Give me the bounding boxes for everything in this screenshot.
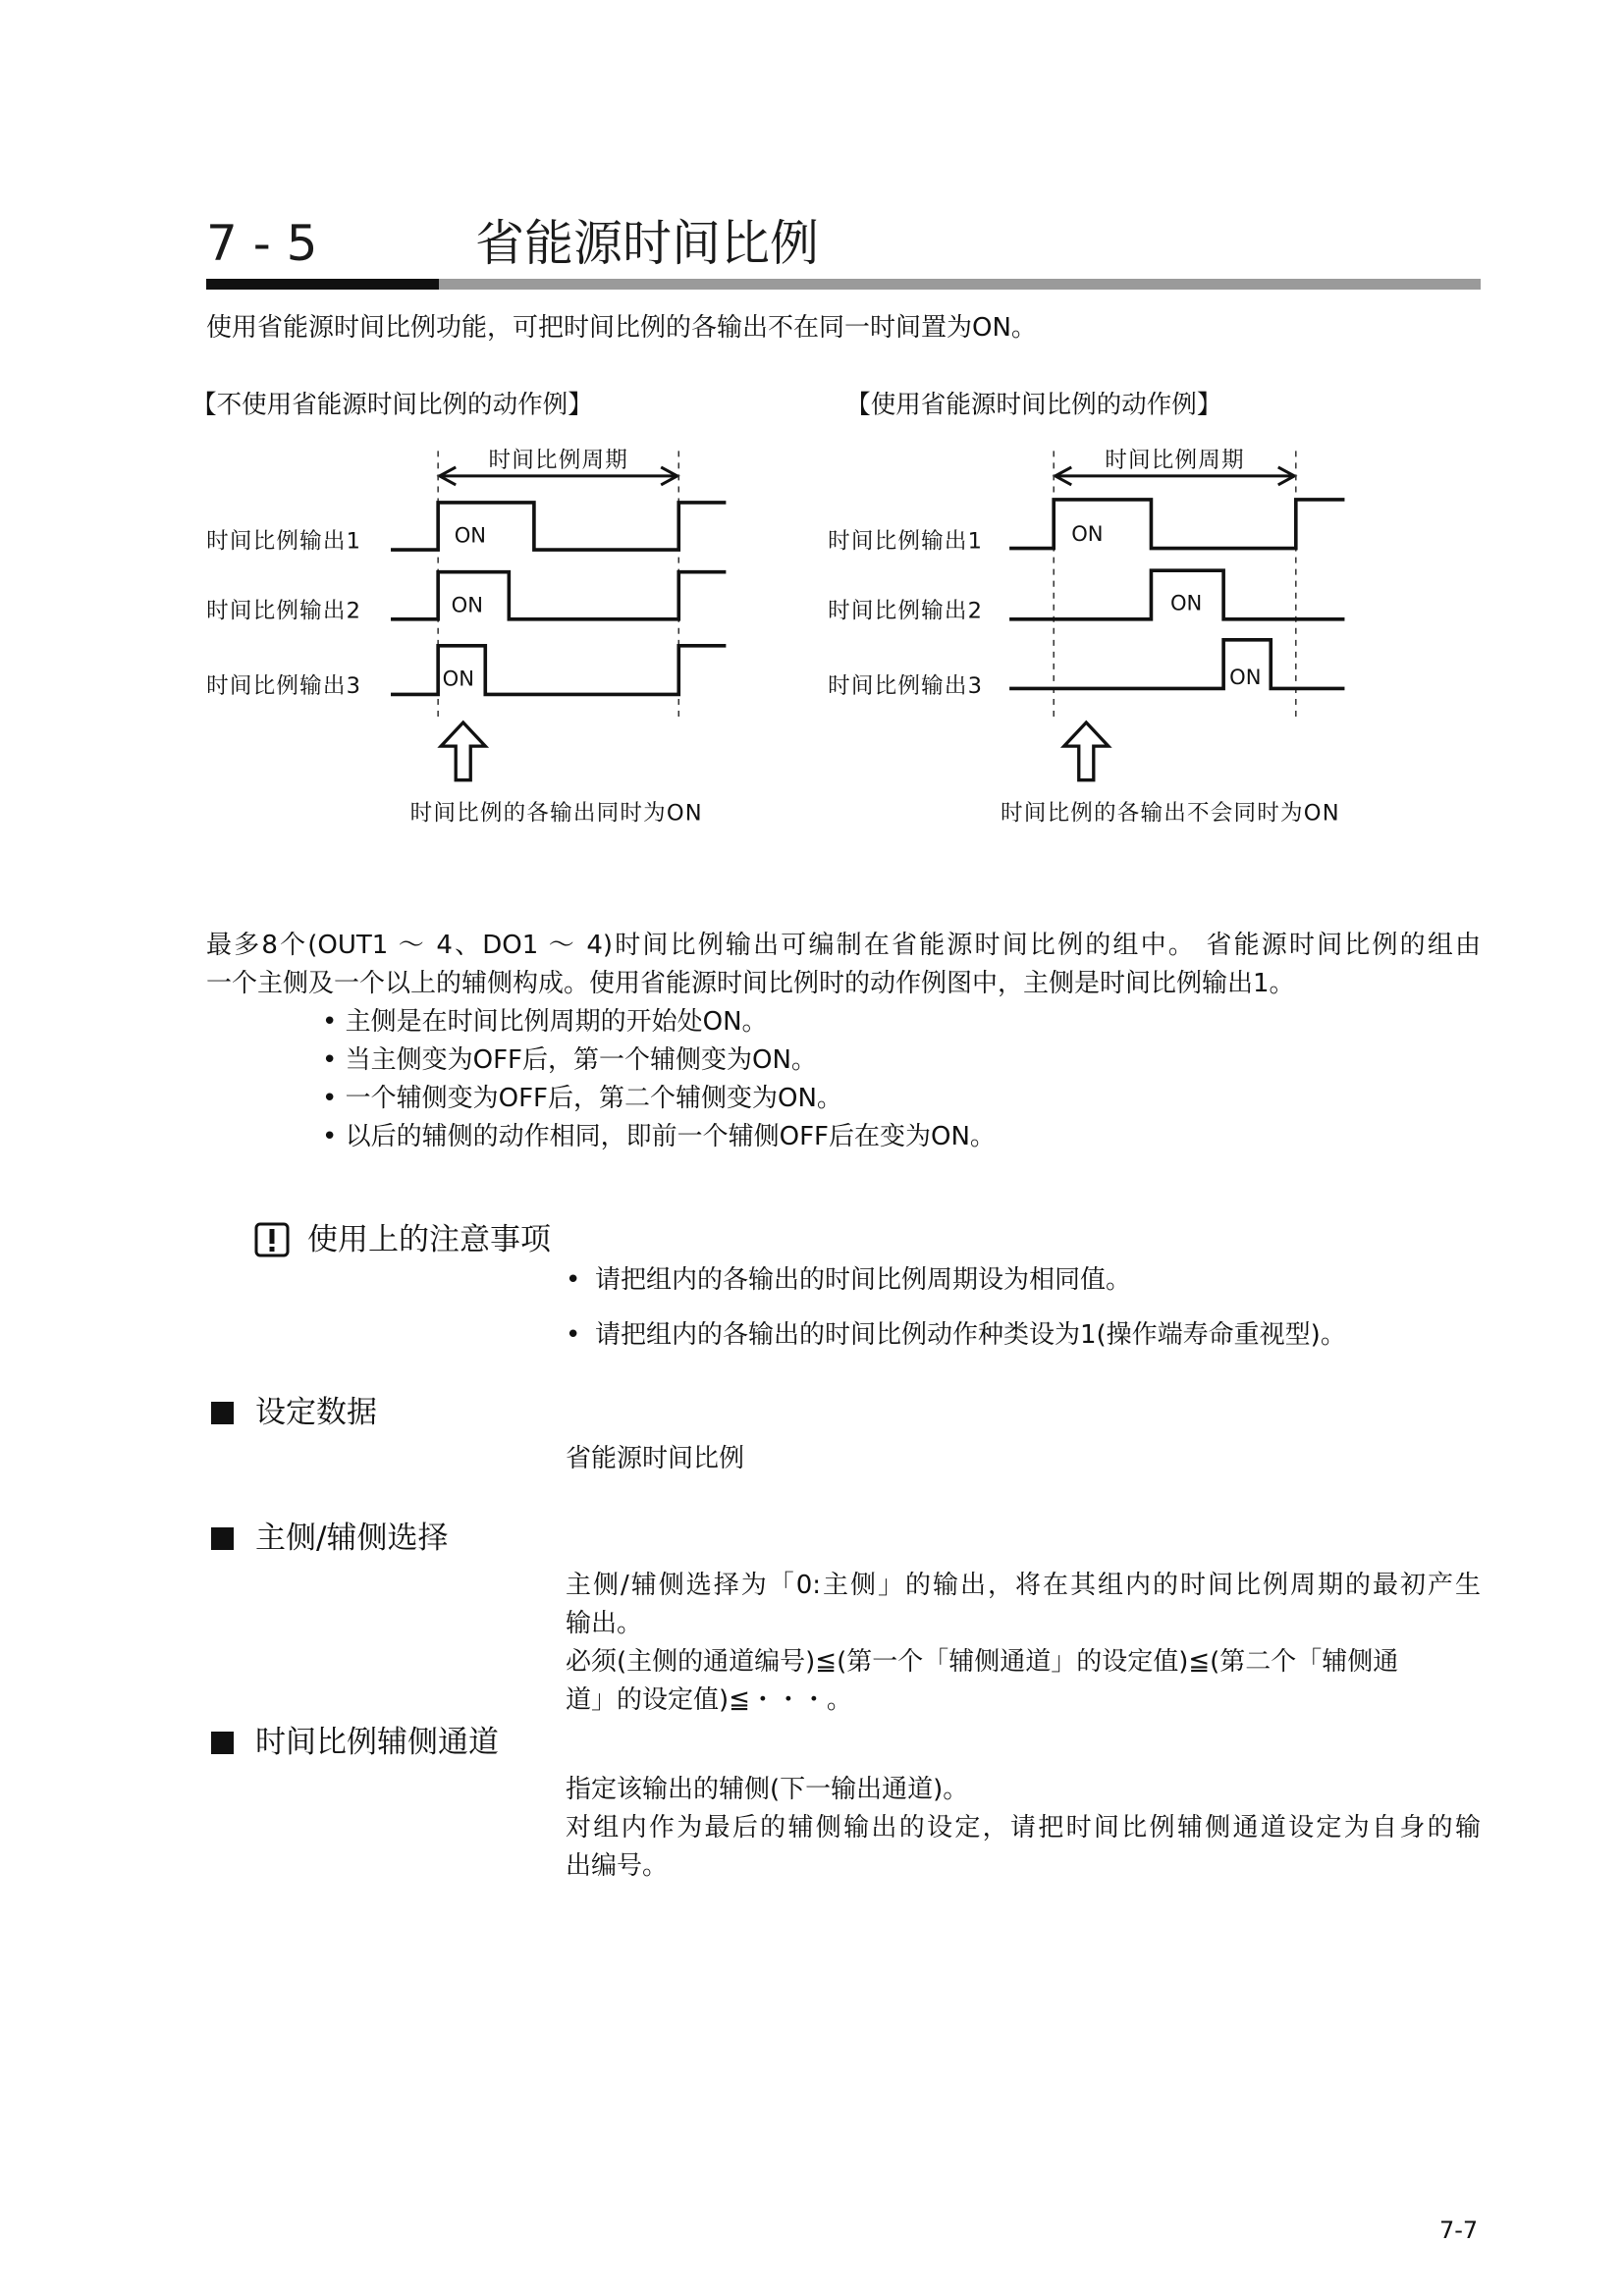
description-bullet-4: • 以后的辅侧的动作相同，即前一个辅侧OFF后在变为ON。 bbox=[322, 1122, 996, 1151]
title-underline-dark bbox=[206, 279, 439, 290]
left-output-3-label: 时间比例输出3 bbox=[206, 672, 362, 699]
caution-bullet-2: • bbox=[566, 1320, 581, 1350]
settings-master-slave-line-2: 输出。 bbox=[566, 1609, 643, 1638]
right-diagram-caption: 时间比例的各输出不会同时为ON bbox=[1001, 800, 1340, 827]
description-line-2: 一个主侧及一个以上的辅侧构成。使用省能源时间比例时的动作例图中，主侧是时间比例输出1。 bbox=[206, 969, 1295, 998]
left-diagram bbox=[191, 390, 726, 826]
right-up-arrow-icon bbox=[1064, 722, 1109, 780]
settings-heading-data: 设定数据 bbox=[255, 1395, 377, 1430]
caution-bullet-1: • bbox=[566, 1265, 581, 1295]
left-output-3-waveform bbox=[391, 646, 726, 695]
settings-data-line-1: 省能源时间比例 bbox=[566, 1444, 745, 1473]
exclamation-box-icon bbox=[254, 1222, 290, 1257]
section-marker-icon bbox=[211, 1527, 234, 1550]
right-output-1-waveform bbox=[1009, 500, 1344, 549]
settings-heading-slave-channel: 时间比例辅侧通道 bbox=[255, 1725, 499, 1760]
left-diagram-caption: 时间比例的各输出同时为ON bbox=[409, 800, 703, 827]
settings-master-slave-line-4: 道」的设定值)≦・・・。 bbox=[566, 1685, 852, 1715]
section-marker-icon bbox=[211, 1732, 234, 1754]
right-output-2-on-label: ON bbox=[1169, 590, 1203, 615]
caution-item-2: 请把组内的各输出的时间比例动作种类设为1(操作端寿命重视型)。 bbox=[595, 1320, 1346, 1350]
left-output-1-label: 时间比例输出1 bbox=[206, 528, 362, 555]
left-output-3-on-label: ON bbox=[442, 666, 474, 691]
section-title: 省能源时间比例 bbox=[475, 215, 819, 272]
settings-master-slave-line-1: 主侧/辅侧选择为「0:主侧」的输出，将在其组内的时间比例周期的最初产生 bbox=[566, 1571, 1481, 1600]
right-output-1-on-label: ON bbox=[1071, 521, 1104, 547]
caution-title: 使用上的注意事项 bbox=[307, 1222, 551, 1257]
settings-slave-channel-line-1: 指定该输出的辅侧(下一输出通道)。 bbox=[566, 1775, 969, 1804]
section-marker-icon bbox=[211, 1402, 234, 1424]
right-output-3-waveform bbox=[1009, 640, 1344, 689]
timing-diagrams bbox=[177, 377, 1373, 842]
right-diagram bbox=[828, 390, 1344, 826]
caution-item-1: 请把组内的各输出的时间比例周期设为相同值。 bbox=[595, 1265, 1132, 1295]
settings-heading-master-slave: 主侧/辅侧选择 bbox=[255, 1521, 449, 1556]
left-period-label: 时间比例周期 bbox=[488, 447, 628, 473]
description-bullet-2: • 当主侧变为OFF后，第一个辅侧变为ON。 bbox=[322, 1045, 817, 1075]
right-output-3-on-label: ON bbox=[1229, 664, 1262, 689]
description-line-1: 最多8个(OUT1 ～ 4、DO1 ～ 4)时间比例输出可编制在省能源时间比例的组中。 省能源时间比例的组由 bbox=[206, 931, 1481, 960]
description-bullet-3: • 一个辅侧变为OFF后，第二个辅侧变为ON。 bbox=[322, 1084, 842, 1113]
left-up-arrow-icon bbox=[441, 722, 485, 780]
right-output-2-label: 时间比例输出2 bbox=[828, 598, 984, 624]
title-underline-gray bbox=[439, 279, 1481, 290]
page-number: 7-7 bbox=[1439, 2216, 1479, 2244]
left-output-2-on-label: ON bbox=[451, 592, 484, 617]
left-output-1-waveform bbox=[391, 503, 726, 550]
left-diagram-heading: 【不使用省能源时间比例的动作例】 bbox=[191, 390, 593, 420]
intro-text: 使用省能源时间比例功能，可把时间比例的各输出不在同一时间置为ON。 bbox=[206, 313, 1037, 343]
description-bullet-1: • 主侧是在时间比例周期的开始处ON。 bbox=[322, 1007, 768, 1037]
settings-master-slave-line-3: 必须(主侧的通道编号)≦(第一个「辅侧通道」的设定值)≦(第二个「辅侧通 bbox=[566, 1647, 1399, 1677]
right-diagram-heading: 【使用省能源时间比例的动作例】 bbox=[845, 390, 1222, 420]
settings-slave-channel-line-3: 出编号。 bbox=[566, 1851, 669, 1881]
section-number: 7 - 5 bbox=[206, 215, 318, 272]
left-output-1-on-label: ON bbox=[454, 522, 487, 548]
right-output-1-label: 时间比例输出1 bbox=[828, 528, 984, 555]
settings-slave-channel-line-2: 对组内作为最后的辅侧输出的设定，请把时间比例辅侧通道设定为自身的输 bbox=[566, 1813, 1481, 1842]
left-output-2-waveform bbox=[391, 572, 726, 619]
right-output-3-label: 时间比例输出3 bbox=[828, 672, 984, 699]
right-period-label: 时间比例周期 bbox=[1105, 447, 1245, 473]
left-output-2-label: 时间比例输出2 bbox=[206, 598, 362, 624]
